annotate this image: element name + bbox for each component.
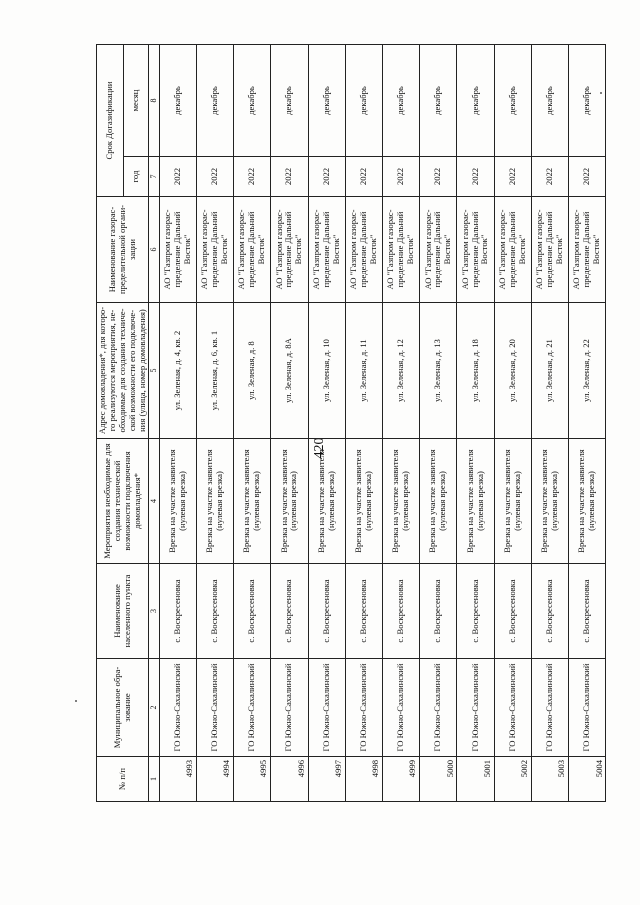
address-cell: ул. Зеленая, д. 18: [457, 303, 494, 439]
row-number: 5004: [569, 757, 606, 802]
gdo-cell: АО "Газпром газорас-пределение Дальний Восток": [569, 197, 606, 303]
gdo-cell: АО "Газпром газорас-пределение Дальний Восток": [531, 197, 568, 303]
column-number: 8: [149, 45, 159, 157]
row-number: 5000: [420, 757, 457, 802]
row-number: 4993: [159, 757, 196, 802]
measure-cell: Врезка на участке заявителя (нулевая врезка): [494, 439, 531, 564]
row-number: 5003: [531, 757, 568, 802]
table-row: [531, 45, 568, 802]
table-row: [569, 45, 606, 802]
address-cell: ул. Зеленая, д. 4, кв. 2: [159, 303, 196, 439]
address-cell: ул. Зеленая, д. 6, кв. 1: [196, 303, 233, 439]
municipality-cell: ГО Южно-Сахалинский: [457, 659, 494, 757]
table-row: [271, 45, 308, 802]
gdo-cell: АО "Газпром газорас-пределение Дальний Восток": [159, 197, 196, 303]
measure-cell: Врезка на участке заявителя (нулевая врезка): [345, 439, 382, 564]
address-cell: ул. Зеленая, д. 13: [420, 303, 457, 439]
gdo-cell: АО "Газпром газорас-пределение Дальний Восток": [420, 197, 457, 303]
table-row: [159, 45, 196, 802]
rotated-table-frame: [96, 45, 604, 802]
settlement-cell: с. Воскресеновка: [494, 564, 531, 659]
municipality-cell: ГО Южно-Сахалинский: [196, 659, 233, 757]
row-number: 4997: [308, 757, 345, 802]
year-cell: 2022: [420, 157, 457, 197]
address-cell: ул. Зеленая, д. 21: [531, 303, 568, 439]
header-num: № п/п: [97, 757, 149, 802]
measure-cell: Врезка на участке заявителя (нулевая врезка): [569, 439, 606, 564]
year-cell: 2022: [196, 157, 233, 197]
settlement-cell: с. Воскресеновка: [382, 564, 419, 659]
table-row: [457, 45, 494, 802]
address-cell: ул. Зеленая, д. 8: [234, 303, 271, 439]
measure-cell: Врезка на участке заявителя (нулевая врезка): [271, 439, 308, 564]
column-number: 6: [149, 197, 159, 303]
gdo-cell: АО "Газпром газорас-пределение Дальний Восток": [457, 197, 494, 303]
address-cell: ул. Зеленая, д. 11: [345, 303, 382, 439]
header-year: год: [124, 157, 149, 197]
gdo-cell: АО "Газпром газорас-пределение Дальний Восток": [196, 197, 233, 303]
gdo-cell: АО "Газпром газорас-пределение Дальний Восток": [308, 197, 345, 303]
row-number: 5002: [494, 757, 531, 802]
row-number: 4994: [196, 757, 233, 802]
gdo-cell: АО "Газпром газорас-пределение Дальний Восток": [382, 197, 419, 303]
header-gdo: Наименование газорас-пределительной органи-зации: [97, 197, 149, 303]
column-number: 3: [149, 564, 159, 659]
settlement-cell: с. Воскресеновка: [420, 564, 457, 659]
month-cell: декабрь: [569, 45, 606, 157]
settlement-cell: с. Воскресеновка: [531, 564, 568, 659]
table-row: [382, 45, 419, 802]
year-cell: 2022: [308, 157, 345, 197]
column-number: 1: [149, 757, 159, 802]
municipality-cell: ГО Южно-Сахалинский: [271, 659, 308, 757]
measure-cell: Врезка на участке заявителя (нулевая врезка): [308, 439, 345, 564]
month-cell: декабрь: [494, 45, 531, 157]
measure-cell: Врезка на участке заявителя (нулевая врезка): [420, 439, 457, 564]
table-row: [494, 45, 531, 802]
municipality-cell: ГО Южно-Сахалинский: [308, 659, 345, 757]
measure-cell: Врезка на участке заявителя (нулевая врезка): [382, 439, 419, 564]
row-number: 4998: [345, 757, 382, 802]
header-deadline: Срок Догазификации: [97, 45, 124, 197]
header-municipality: Муниципальное обра-зование: [97, 659, 149, 757]
table-header: [97, 45, 160, 802]
address-cell: ул. Зеленая, д. 22: [569, 303, 606, 439]
page-number: 420: [312, 437, 327, 459]
month-cell: декабрь: [382, 45, 419, 157]
year-cell: 2022: [457, 157, 494, 197]
month-cell: декабрь: [196, 45, 233, 157]
month-cell: декабрь: [234, 45, 271, 157]
gasification-table: [96, 44, 606, 802]
header-measures: Мероприятия необходимые для создания технической возможности подключения домовладения*: [97, 439, 149, 564]
address-cell: ул. Зеленая, д. 20: [494, 303, 531, 439]
row-number: 4995: [234, 757, 271, 802]
year-cell: 2022: [569, 157, 606, 197]
column-number: 4: [149, 439, 159, 564]
gdo-cell: АО "Газпром газорас-пределение Дальний Восток": [234, 197, 271, 303]
municipality-cell: ГО Южно-Сахалинский: [234, 659, 271, 757]
table-row: [234, 45, 271, 802]
table-row: [196, 45, 233, 802]
column-number: 2: [149, 659, 159, 757]
scan-dot: [75, 700, 77, 702]
column-number: 5: [149, 303, 159, 439]
measure-cell: Врезка на участке заявителя (нулевая врезка): [196, 439, 233, 564]
municipality-cell: ГО Южно-Сахалинский: [159, 659, 196, 757]
column-number: 7: [149, 157, 159, 197]
municipality-cell: ГО Южно-Сахалинский: [420, 659, 457, 757]
gdo-cell: АО "Газпром газорас-пределение Дальний Восток": [494, 197, 531, 303]
year-cell: 2022: [531, 157, 568, 197]
rotated-table-content: [96, 45, 604, 802]
month-cell: декабрь: [308, 45, 345, 157]
month-cell: декабрь: [531, 45, 568, 157]
year-cell: 2022: [382, 157, 419, 197]
year-cell: 2022: [345, 157, 382, 197]
gdo-cell: АО "Газпром газорас-пределение Дальний Восток": [271, 197, 308, 303]
row-number: 4996: [271, 757, 308, 802]
year-cell: 2022: [234, 157, 271, 197]
year-cell: 2022: [494, 157, 531, 197]
settlement-cell: с. Воскресеновка: [308, 564, 345, 659]
settlement-cell: с. Воскресеновка: [271, 564, 308, 659]
row-number: 4999: [382, 757, 419, 802]
year-cell: 2022: [271, 157, 308, 197]
municipality-cell: ГО Южно-Сахалинский: [494, 659, 531, 757]
measure-cell: Врезка на участке заявителя (нулевая врезка): [234, 439, 271, 564]
municipality-cell: ГО Южно-Сахалинский: [531, 659, 568, 757]
month-cell: декабрь: [345, 45, 382, 157]
month-cell: декабрь: [457, 45, 494, 157]
column-number-row: [149, 45, 159, 802]
year-cell: 2022: [159, 157, 196, 197]
table-row: [308, 45, 345, 802]
measure-cell: Врезка на участке заявителя (нулевая врезка): [159, 439, 196, 564]
municipality-cell: ГО Южно-Сахалинский: [345, 659, 382, 757]
settlement-cell: с. Воскресеновка: [569, 564, 606, 659]
settlement-cell: с. Воскресеновка: [234, 564, 271, 659]
table-body: [159, 45, 606, 802]
municipality-cell: ГО Южно-Сахалинский: [569, 659, 606, 757]
address-cell: ул. Зеленая, д. 12: [382, 303, 419, 439]
header-address: Адрес домовладения*, для которо-го реализуются мероприятия, не-обходимые для создания техниче-ской возможности его подключе-ния (улица, номер домовладения): [97, 303, 149, 439]
settlement-cell: с. Воскресеновка: [345, 564, 382, 659]
month-cell: декабрь: [271, 45, 308, 157]
settlement-cell: с. Воскресеновка: [457, 564, 494, 659]
month-cell: декабрь: [159, 45, 196, 157]
header-month: месяц: [124, 45, 149, 157]
table-row: [345, 45, 382, 802]
municipality-cell: ГО Южно-Сахалинский: [382, 659, 419, 757]
month-cell: декабрь: [420, 45, 457, 157]
measure-cell: Врезка на участке заявителя (нулевая врезка): [531, 439, 568, 564]
measure-cell: Врезка на участке заявителя (нулевая врезка): [457, 439, 494, 564]
settlement-cell: с. Воскресеновка: [159, 564, 196, 659]
table-row: [420, 45, 457, 802]
address-cell: ул. Зеленая, д. 10: [308, 303, 345, 439]
address-cell: ул. Зеленая, д. 8А: [271, 303, 308, 439]
settlement-cell: с. Воскресеновка: [196, 564, 233, 659]
row-number: 5001: [457, 757, 494, 802]
gdo-cell: АО "Газпром газорас-пределение Дальний Восток": [345, 197, 382, 303]
header-settlement: Наименование населенного пункта: [97, 564, 149, 659]
